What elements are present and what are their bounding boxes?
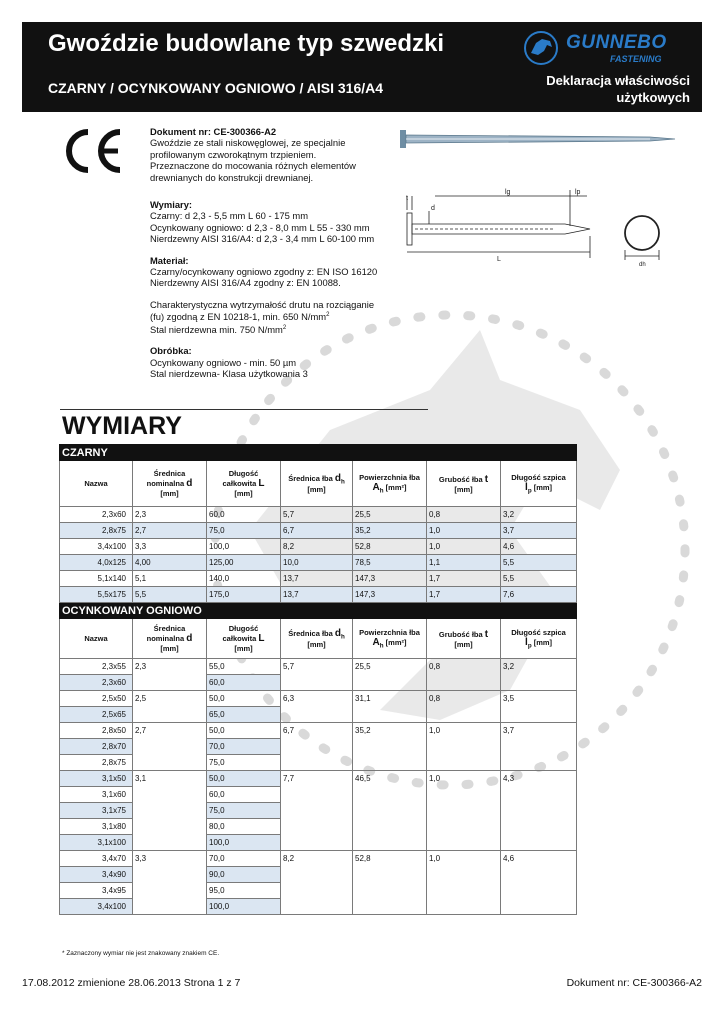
material-heading: Materiał: <box>150 254 189 266</box>
cell-L: 100,0 <box>207 899 281 915</box>
table-row <box>60 539 577 555</box>
header-symbol: l <box>525 481 528 493</box>
cell-L: 140,0 <box>207 571 281 587</box>
table-row <box>60 523 577 539</box>
cell-name: 3,1x80 <box>60 819 133 835</box>
cell-L: 100,0 <box>207 835 281 851</box>
header-text: [mm] <box>160 644 179 653</box>
cell-t: 1,7 <box>427 571 501 587</box>
header-line <box>209 469 278 478</box>
description-line: Gwoździe ze stali niskowęglowej, ze specjalnie <box>150 137 346 149</box>
cell-name: 2,8x75 <box>60 755 133 771</box>
ocynkowany-section <box>60 603 577 915</box>
cell-dh: 5,7 <box>281 507 353 523</box>
header-text: [mm] <box>307 640 326 650</box>
cell-L: 95,0 <box>207 883 281 899</box>
cell-t: 0,8 <box>427 659 501 691</box>
cell-Ah: 46,5 <box>353 771 427 851</box>
cell-name: 3,4x100 <box>60 899 133 915</box>
logo-name: GUNNEBO <box>566 32 667 53</box>
cell-L: 50,0 <box>207 771 281 787</box>
cell-lp: 4,6 <box>501 851 577 915</box>
col-dlugosc-szpica-header <box>501 461 577 507</box>
header-unit: [mm²] <box>383 637 407 647</box>
header-line <box>209 478 278 489</box>
description-line: drewnianych do konstrukcji drewnianej. <box>150 171 314 183</box>
cell-d: 2,3 <box>133 659 207 691</box>
footnote: * Zaznaczony wymiar nie jest znakowany znakiem CE. <box>62 950 220 957</box>
header-symbol: t <box>484 628 489 640</box>
label-dh: dh <box>639 262 646 268</box>
cell-Ah: 52,8 <box>353 851 427 915</box>
cell-L: 50,0 <box>207 723 281 739</box>
table-row <box>60 507 577 523</box>
cell-L: 80,0 <box>207 819 281 835</box>
header-text: całkowita <box>222 479 259 488</box>
header-text: Średnica łba <box>288 628 335 638</box>
header-line <box>283 473 350 486</box>
cell-name: 2,3x55 <box>60 659 133 675</box>
page-subtitle: CZARNY / OCYNKOWANY OGNIOWO / AISI 316/A4 <box>48 80 384 96</box>
header-line <box>209 633 278 644</box>
cell-t: 0,8 <box>427 507 501 523</box>
table-row <box>60 723 577 739</box>
horse-logo-icon <box>522 29 562 67</box>
gunnebo-logo <box>522 29 688 67</box>
header-line <box>135 633 204 644</box>
wymiary-line: Nierdzewny AISI 316/A4: d 2,3 - 3,4 mm L 60-100 mm <box>150 233 375 245</box>
header-text: Grubość łba <box>438 474 485 484</box>
header-symbol: L <box>258 633 265 644</box>
header-symbol: d <box>186 633 193 644</box>
material-line: Czarny/ocynkowany ogniowo zgodny z: EN ISO 16120 <box>150 266 378 278</box>
description-line: Przeznaczone do mocowania różnych elementów <box>150 160 356 172</box>
cell-name: 2,5x50 <box>60 691 133 707</box>
material-line: Nierdzewny AISI 316/A4 zgodny z: EN 10088. <box>150 277 341 289</box>
cell-d: 4,00 <box>133 555 207 571</box>
table-row <box>60 555 577 571</box>
header-unit: [mm] <box>531 482 553 492</box>
col-nazwa-header <box>60 619 133 659</box>
cell-lp: 4,6 <box>501 539 577 555</box>
header-line <box>503 637 574 650</box>
czarny-section <box>60 445 577 603</box>
header-line <box>135 624 204 633</box>
header-symbol: L <box>258 478 265 489</box>
header-line <box>135 469 204 478</box>
cell-t: 0,8 <box>427 691 501 723</box>
description-line: profilowanym czworokątnym trzpieniem. <box>150 148 317 160</box>
strength-sup: 2 <box>326 312 330 319</box>
cell-lp: 3,7 <box>501 723 577 771</box>
czarny-title: CZARNY <box>60 445 577 461</box>
col-srednica-lba-header <box>281 461 353 507</box>
header-line <box>283 628 350 641</box>
obrobka-line: Ocynkowany ogniowo - min. 50 µm <box>150 356 297 368</box>
header-line <box>355 637 424 650</box>
cell-dh: 8,2 <box>281 539 353 555</box>
col-grubosc-header <box>427 461 501 507</box>
cell-Ah: 78,5 <box>353 555 427 571</box>
cell-lp: 4,3 <box>501 771 577 851</box>
wymiary-line: Czarny: d 2,3 - 5,5 mm L 60 - 175 mm <box>150 210 309 222</box>
strength-line <box>150 310 400 323</box>
column-header-row <box>60 619 577 659</box>
material-block <box>150 255 400 289</box>
header-subscript: h <box>340 478 345 486</box>
cell-t: 1,0 <box>427 523 501 539</box>
header-unit: [mm²] <box>383 482 407 492</box>
cell-d: 2,3 <box>133 507 207 523</box>
header-text: Nazwa <box>84 634 108 643</box>
cell-lp: 7,6 <box>501 587 577 603</box>
header-text: całkowita <box>222 634 259 643</box>
cell-L: 75,0 <box>207 755 281 771</box>
header-text: Powierzchnia łba <box>359 472 420 482</box>
cell-Ah: 31,1 <box>353 691 427 723</box>
strength-line: Charakterystyczna wytrzymałość drutu na rozciąganie <box>150 298 375 310</box>
cell-L: 60,0 <box>207 675 281 691</box>
header-line <box>283 640 350 649</box>
header-line <box>209 489 278 498</box>
cell-dh: 6,7 <box>281 523 353 539</box>
nail-technical-drawing <box>407 190 659 260</box>
header-line <box>355 482 424 495</box>
cell-name: 2,3x60 <box>60 507 133 523</box>
label-d: d <box>431 205 435 212</box>
cell-Ah: 147,3 <box>353 587 427 603</box>
col-srednica-header <box>133 619 207 659</box>
cell-dh: 7,7 <box>281 771 353 851</box>
product-info <box>150 126 400 390</box>
table-row <box>60 851 577 867</box>
cell-d: 5,1 <box>133 571 207 587</box>
header-text: [mm] <box>234 489 253 498</box>
header-text: Średnica łba <box>288 473 335 483</box>
cell-L: 75,0 <box>207 523 281 539</box>
section-header-row <box>60 445 577 461</box>
col-srednica-header <box>133 461 207 507</box>
obrobka-heading: Obróbka: <box>150 345 192 357</box>
ce-mark-icon <box>58 126 124 176</box>
header-text: [mm] <box>234 644 253 653</box>
cell-name: 2,5x65 <box>60 707 133 723</box>
cell-L: 90,0 <box>207 867 281 883</box>
cell-t: 1,0 <box>427 771 501 851</box>
header-line <box>135 478 204 489</box>
declaration-line-2: użytkowych <box>616 90 690 105</box>
cell-L: 60,0 <box>207 507 281 523</box>
cell-d: 3,1 <box>133 771 207 851</box>
cell-L: 175,0 <box>207 587 281 603</box>
cell-name: 3,1x75 <box>60 803 133 819</box>
header-symbol: A <box>372 481 380 493</box>
header-line <box>503 628 574 637</box>
cell-dh: 13,7 <box>281 587 353 603</box>
header-text: Długość szpica <box>511 627 566 637</box>
table-row <box>60 691 577 707</box>
footer-date: 17.08.2012 zmienione 28.06.2013 Strona 1 z 7 <box>22 977 241 989</box>
header-symbol: A <box>372 636 380 648</box>
cell-Ah: 35,2 <box>353 723 427 771</box>
header-subscript: h <box>340 633 345 641</box>
cell-name: 3,4x95 <box>60 883 133 899</box>
header-line <box>135 644 204 653</box>
header-symbol: t <box>484 473 489 485</box>
cell-name: 3,1x50 <box>60 771 133 787</box>
cell-L: 50,0 <box>207 691 281 707</box>
header-line <box>135 489 204 498</box>
header-text: Nazwa <box>84 479 108 488</box>
section-header-row <box>60 603 577 619</box>
nail-photo-icon <box>400 130 675 148</box>
header-symbol: d <box>186 478 193 489</box>
header-text: Grubość łba <box>438 629 485 639</box>
cell-L: 100,0 <box>207 539 281 555</box>
header-line <box>62 634 130 643</box>
cell-L: 125,00 <box>207 555 281 571</box>
cell-lp: 3,7 <box>501 523 577 539</box>
strength-sup: 2 <box>282 324 287 331</box>
header-line <box>283 485 350 494</box>
strength-text: Stal nierdzewna min. 750 N/mm <box>150 323 283 335</box>
cell-name: 3,1x100 <box>60 835 133 851</box>
strength-line <box>150 323 400 336</box>
header-text: Długość <box>228 469 259 478</box>
table-row <box>60 659 577 675</box>
col-dlugosc-header <box>207 619 281 659</box>
header-text: Długość <box>228 624 259 633</box>
cell-d: 2,5 <box>133 691 207 723</box>
cell-name: 5,1x140 <box>60 571 133 587</box>
header-line <box>429 485 498 494</box>
cell-L: 75,0 <box>207 803 281 819</box>
cell-name: 2,8x75 <box>60 523 133 539</box>
divider <box>60 409 428 410</box>
cell-lp: 3,5 <box>501 691 577 723</box>
wymiary-block <box>150 199 400 245</box>
cell-Ah: 25,5 <box>353 659 427 691</box>
declaration-line-1: Deklaracja właściwości <box>546 73 690 88</box>
header-line <box>209 624 278 633</box>
col-dlugosc-szpica-header <box>501 619 577 659</box>
table-row <box>60 771 577 787</box>
cell-t: 1,0 <box>427 851 501 915</box>
cell-name: 2,8x70 <box>60 739 133 755</box>
header-text: Średnica <box>153 624 186 633</box>
cell-L: 60,0 <box>207 787 281 803</box>
table-row <box>60 587 577 603</box>
header-symbol: d <box>334 627 341 639</box>
header-unit: [mm] <box>531 637 553 647</box>
cell-name: 3,1x60 <box>60 787 133 803</box>
header-text: nominalna <box>146 634 187 643</box>
label-lg: lg <box>505 189 511 196</box>
header-text: [mm] <box>160 489 179 498</box>
header-text: [mm] <box>454 484 473 494</box>
nail-drawing <box>395 118 695 288</box>
cell-name: 2,8x50 <box>60 723 133 739</box>
cell-name: 3,4x100 <box>60 539 133 555</box>
cell-dh: 5,7 <box>281 659 353 691</box>
wymiary-heading: Wymiary: <box>150 199 193 211</box>
cell-lp: 3,2 <box>501 659 577 691</box>
header-subscript: p <box>527 642 532 650</box>
header-subscript: h <box>379 642 384 650</box>
col-nazwa-header <box>60 461 133 507</box>
header-line <box>209 644 278 653</box>
header-line <box>355 473 424 482</box>
section-title: WYMIARY <box>62 412 182 440</box>
obrobka-block <box>150 345 400 379</box>
logo-sub: FASTENING <box>610 54 662 64</box>
header-text: Powierzchnia łba <box>359 627 420 637</box>
dimensions-table <box>59 444 576 915</box>
label-L: L <box>497 256 501 263</box>
header-text: Średnica <box>153 469 186 478</box>
cell-name: 3,4x70 <box>60 851 133 867</box>
column-header-row <box>60 461 577 507</box>
cell-lp: 5,5 <box>501 571 577 587</box>
cell-dh: 6,3 <box>281 691 353 723</box>
header-line <box>429 474 498 485</box>
col-powierzchnia-header <box>353 619 427 659</box>
cell-t: 1,0 <box>427 723 501 771</box>
cell-dh: 8,2 <box>281 851 353 915</box>
cell-d: 5,5 <box>133 587 207 603</box>
header-line <box>355 628 424 637</box>
cell-dh: 6,7 <box>281 723 353 771</box>
cell-name: 4,0x125 <box>60 555 133 571</box>
page-title: Gwoździe budowlane typ szwedzki <box>48 30 445 57</box>
header-subscript: h <box>379 487 384 495</box>
table-row <box>60 571 577 587</box>
header-text: [mm] <box>307 485 326 495</box>
header-line <box>503 473 574 482</box>
ocynkowany-title: OCYNKOWANY OGNIOWO <box>60 603 577 619</box>
cell-L: 65,0 <box>207 707 281 723</box>
cell-L: 70,0 <box>207 851 281 867</box>
cell-name: 2,3x60 <box>60 675 133 691</box>
strength-text: (fu) zgodną z EN 10218-1, min. 650 N/mm <box>150 311 327 323</box>
header-line <box>62 479 130 488</box>
cell-Ah: 52,8 <box>353 539 427 555</box>
label-t: t <box>406 195 408 202</box>
obrobka-line: Stal nierdzewna- Klasa użytkowania 3 <box>150 368 308 380</box>
header-bar <box>22 22 702 112</box>
cell-dh: 10,0 <box>281 555 353 571</box>
declaration-title <box>546 72 690 106</box>
cell-d: 2,7 <box>133 723 207 771</box>
footer-doc-number: Dokument nr: CE-300366-A2 <box>566 977 702 989</box>
header-line <box>429 640 498 649</box>
doc-number: Dokument nr: CE-300366-A2 <box>150 126 277 137</box>
cell-Ah: 25,5 <box>353 507 427 523</box>
strength-block <box>150 299 400 335</box>
col-dlugosc-header <box>207 461 281 507</box>
header-text: [mm] <box>454 639 473 649</box>
header-symbol: l <box>525 636 528 648</box>
header-symbol: d <box>334 472 341 484</box>
header-subscript: p <box>527 487 532 495</box>
label-lp: lp <box>575 189 581 196</box>
col-powierzchnia-header <box>353 461 427 507</box>
cell-t: 1,0 <box>427 539 501 555</box>
cell-name: 5,5x175 <box>60 587 133 603</box>
doc-block <box>150 126 400 183</box>
cell-lp: 3,2 <box>501 507 577 523</box>
cell-Ah: 35,2 <box>353 523 427 539</box>
cell-d: 3,3 <box>133 539 207 555</box>
cell-Ah: 147,3 <box>353 571 427 587</box>
wymiary-line: Ocynkowany ogniowo: d 2,3 - 8,0 mm L 55 - 330 mm <box>150 221 370 233</box>
cell-t: 1,1 <box>427 555 501 571</box>
cell-dh: 13,7 <box>281 571 353 587</box>
header-text: nominalna <box>146 479 187 488</box>
cell-lp: 5,5 <box>501 555 577 571</box>
col-grubosc-header <box>427 619 501 659</box>
cell-L: 70,0 <box>207 739 281 755</box>
cell-L: 55,0 <box>207 659 281 675</box>
header-line <box>429 629 498 640</box>
cell-t: 1,7 <box>427 587 501 603</box>
header-line <box>503 482 574 495</box>
cell-name: 3,4x90 <box>60 867 133 883</box>
cell-d: 3,3 <box>133 851 207 915</box>
header-text: Długość szpica <box>511 472 566 482</box>
cell-d: 2,7 <box>133 523 207 539</box>
col-srednica-lba-header <box>281 619 353 659</box>
